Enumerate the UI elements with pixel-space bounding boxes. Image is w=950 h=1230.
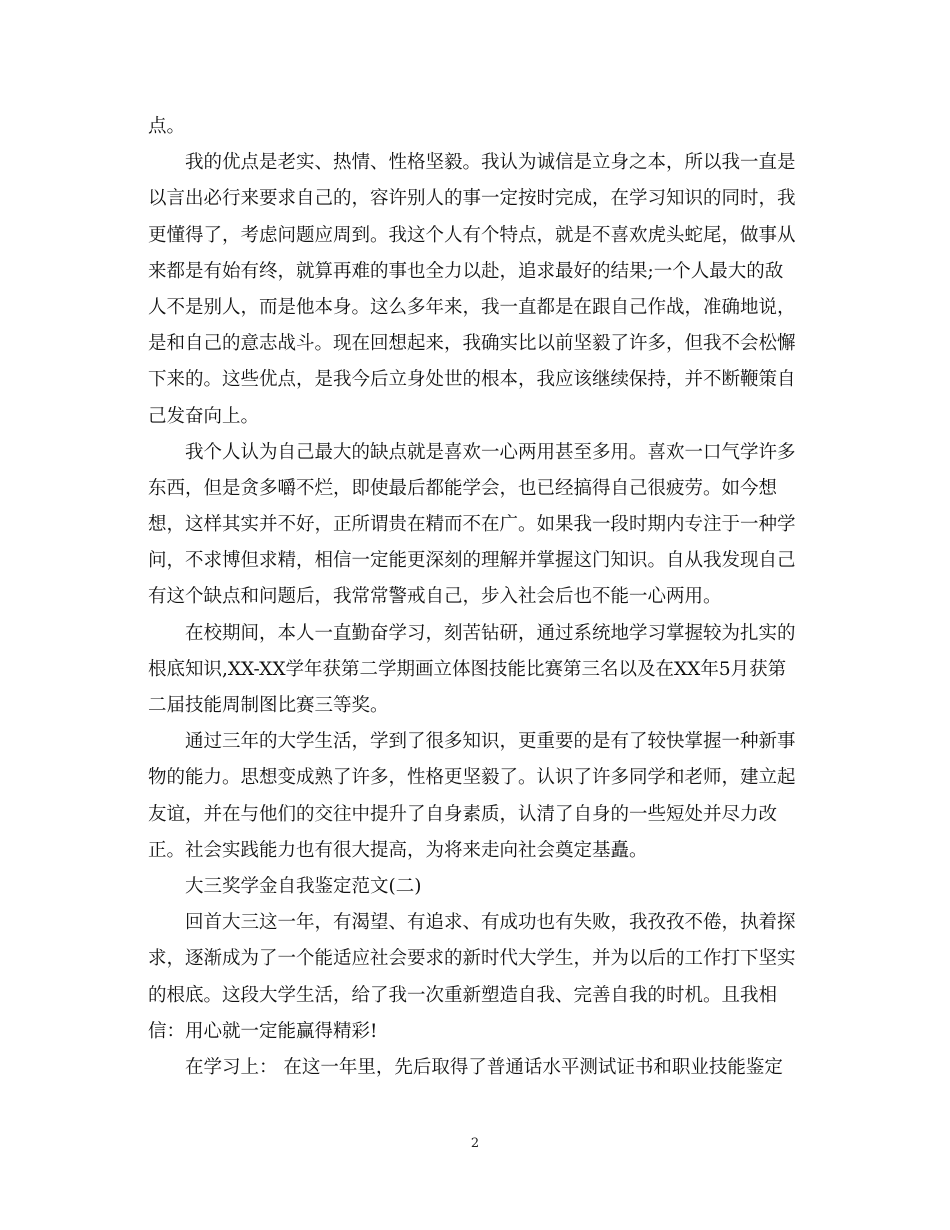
text-line: 更懂得了，考虑问题应周到。我这个人有个特点，就是不喜欢虎头蛇尾，做事从 — [148, 224, 796, 246]
text-line: 己发奋向上。 — [148, 405, 260, 427]
text-line: 物的能力。思想变成熟了许多，性格更坚毅了。认识了许多同学和老师，建立起 — [148, 767, 796, 789]
text-line: 求，逐渐成为了一个能适应社会要求的新时代大学生，并为以后的工作打下坚实 — [148, 948, 796, 970]
text-line: 来都是有始有终，就算再难的事也全力以赴，追求最好的结果;一个人最大的敌 — [148, 260, 784, 282]
text-line: 以言出必行来要求自己的，容许别人的事一定按时完成，在学习知识的同时，我 — [148, 188, 796, 210]
page-number: 2 — [470, 1136, 480, 1151]
text-line: 大三奖学金自我鉴定范文(二) — [185, 875, 422, 897]
text-line: 问，不求博但求精，相信一定能更深刻的理解并掌握这门知识。自从我发现自己 — [148, 550, 796, 572]
text-line: 的根底。这段大学生活，给了我一次重新塑造自我、完善自我的时机。且我相 — [148, 984, 778, 1006]
text-line: 信：用心就一定能赢得精彩! — [148, 1020, 378, 1042]
text-line: 我的优点是老实、热情、性格坚毅。我认为诚信是立身之本，所以我一直是 — [185, 152, 796, 174]
text-line: 是和自己的意志战斗。现在回想起来，我确实比以前坚毅了许多，但我不会松懈 — [148, 333, 796, 355]
text-line: 正。社会实践能力也有很大提高，为将来走向社会奠定基矗。 — [148, 839, 648, 861]
text-line: 通过三年的大学生活，学到了很多知识，更重要的是有了较快掌握一种新事 — [185, 731, 796, 753]
text-line: 想，这样其实并不好，正所谓贵在精而不在广。如果我一段时期内专注于一种学 — [148, 514, 796, 536]
text-line: 东西，但是贪多嚼不烂，即使最后都能学会，也已经搞得自己很疲劳。如今想 — [148, 477, 778, 499]
document-body — [148, 109, 802, 1086]
text-line: 我个人认为自己最大的缺点就是喜欢一心两用甚至多用。喜欢一口气学许多 — [185, 441, 796, 463]
text-line: 友谊，并在与他们的交往中提升了自身素质，认清了自身的一些短处并尽力改 — [148, 803, 778, 825]
text-line: 点。 — [148, 116, 186, 137]
text-line: 回首大三这一年，有渴望、有追求、有成功也有失败，我孜孜不倦，执着探 — [185, 912, 796, 934]
text-line: 二届技能周制图比赛三等奖。 — [148, 695, 389, 716]
text-lines — [148, 109, 802, 1086]
text-line: 有这个缺点和问题后，我常常警戒自己，步入社会后也不能一心两用。 — [148, 586, 722, 608]
text-line: 下来的。这些优点，是我今后立身处世的根本，我应该继续保持，并不断鞭策自 — [148, 369, 796, 391]
text-line: 人不是别人，而是他本身。这么多年来，我一直都是在跟自己作战，准确地说， — [148, 296, 796, 318]
text-line: 根底知识,XX-XX学年获第二学期画立体图技能比赛第三名以及在XX年5月获第 — [148, 658, 787, 680]
text-line: 在学习上： 在这一年里，先后取得了普通话水平测试证书和职业技能鉴定 — [185, 1056, 783, 1078]
text-line: 在校期间，本人一直勤奋学习，刻苦钻研，通过系统地学习掌握较为扎实的 — [185, 622, 796, 644]
